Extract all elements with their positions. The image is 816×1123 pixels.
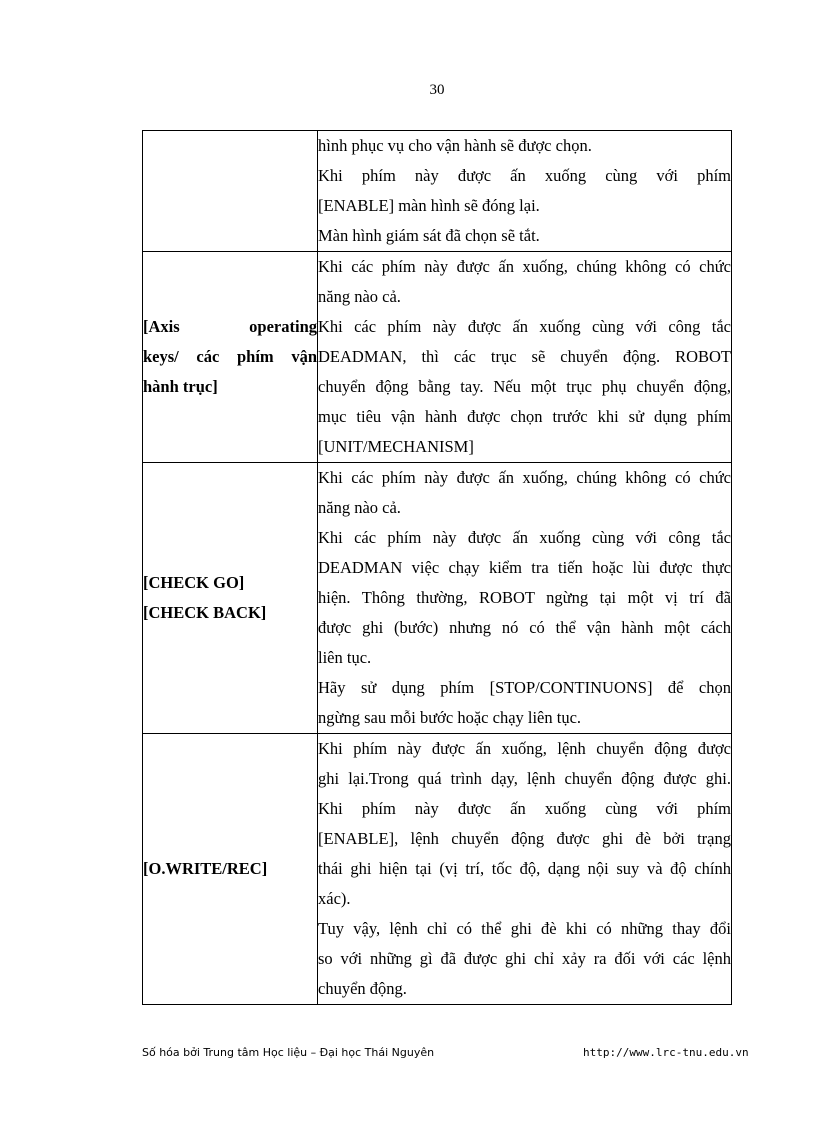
description-line: ghi lại.Trong quá trình dạy, lệnh chuyển động được ghi. <box>318 769 731 788</box>
description-cell <box>318 734 732 1005</box>
description-line: Tuy vậy, lệnh chỉ có thể ghi đè khi có những thay đổi <box>318 919 731 938</box>
description-line: chuyển động bằng tay. Nếu một trục phụ chuyển động, <box>318 377 731 396</box>
description-line: Hãy sử dụng phím [STOP/CONTINUONS] để chọn <box>318 678 731 697</box>
key-line: [CHECK BACK] <box>143 603 267 622</box>
footer-url[interactable]: http://www.lrc-tnu.edu.vn <box>583 1046 749 1059</box>
key-cell <box>143 734 318 1005</box>
description-line: mục tiêu vận hành được chọn trước khi sử dụng phím <box>318 407 731 426</box>
description-line: năng nào cả. <box>318 498 401 517</box>
description-line: Khi các phím này được ấn xuống cùng với công tắc <box>318 528 731 547</box>
description-line: hiện. Thông thường, ROBOT ngừng tại một vị trí đã <box>318 588 731 607</box>
description-line: [ENABLE], lệnh chuyển động được ghi đè bởi trạng <box>318 829 731 848</box>
key-line: hành trục] <box>143 377 218 396</box>
description-line: [UNIT/MECHANISM] <box>318 437 474 456</box>
table-row <box>143 131 732 252</box>
key-line: [O.WRITE/REC] <box>143 859 268 878</box>
description-line: chuyển động. <box>318 979 407 998</box>
description-line: được ghi (bước) nhưng nó có thể vận hành một cách <box>318 618 731 637</box>
description-cell <box>318 252 732 463</box>
description-line: DEADMAN, thì các trục sẽ chuyển động. ROBOT <box>318 347 731 366</box>
key-line: [Axis operating <box>143 317 317 336</box>
description-cell <box>318 463 732 734</box>
description-line: [ENABLE] màn hình sẽ đóng lại. <box>318 196 540 215</box>
key-cell <box>143 463 318 734</box>
description-line: ngừng sau mỗi bước hoặc chạy liên tục. <box>318 708 582 727</box>
key-line: [CHECK GO] <box>143 573 245 592</box>
key-line: keys/ các phím vận <box>143 347 317 366</box>
description-cell <box>318 131 732 252</box>
description-line: hình phục vụ cho vận hành sẽ được chọn. <box>318 136 592 155</box>
description-line: Màn hình giám sát đã chọn sẽ tắt. <box>318 226 540 245</box>
footer-source: Số hóa bởi Trung tâm Học liệu – Đại học Thái Nguyên <box>142 1046 435 1059</box>
page-number: 30 <box>429 82 445 98</box>
key-cell <box>143 252 318 463</box>
table-row <box>143 734 732 1005</box>
description-line: thái ghi hiện tại (vị trí, tốc độ, dạng nội suy và độ chính <box>318 859 731 878</box>
description-line: năng nào cả. <box>318 287 401 306</box>
description-line: Khi phím này được ấn xuống cùng với phím <box>318 799 731 818</box>
description-line: liên tục. <box>318 648 372 667</box>
table-row <box>143 463 732 734</box>
description-line: xác). <box>318 889 351 908</box>
table-row <box>143 252 732 463</box>
description-line: Khi phím này được ấn xuống cùng với phím <box>318 166 731 185</box>
description-line: Khi các phím này được ấn xuống, chúng không có chức <box>318 257 731 276</box>
key-description-table <box>142 130 732 1005</box>
description-line: so với những gì đã được ghi chỉ xảy ra đối với các lệnh <box>318 949 731 968</box>
description-line: DEADMAN việc chạy kiểm tra tiến hoặc lùi được thực <box>318 558 731 577</box>
description-line: Khi các phím này được ấn xuống, chúng không có chức <box>318 468 731 487</box>
description-line: Khi phím này được ấn xuống, lệnh chuyển động được <box>318 739 731 758</box>
description-line: Khi các phím này được ấn xuống cùng với công tắc <box>318 317 731 336</box>
key-cell <box>143 131 318 252</box>
